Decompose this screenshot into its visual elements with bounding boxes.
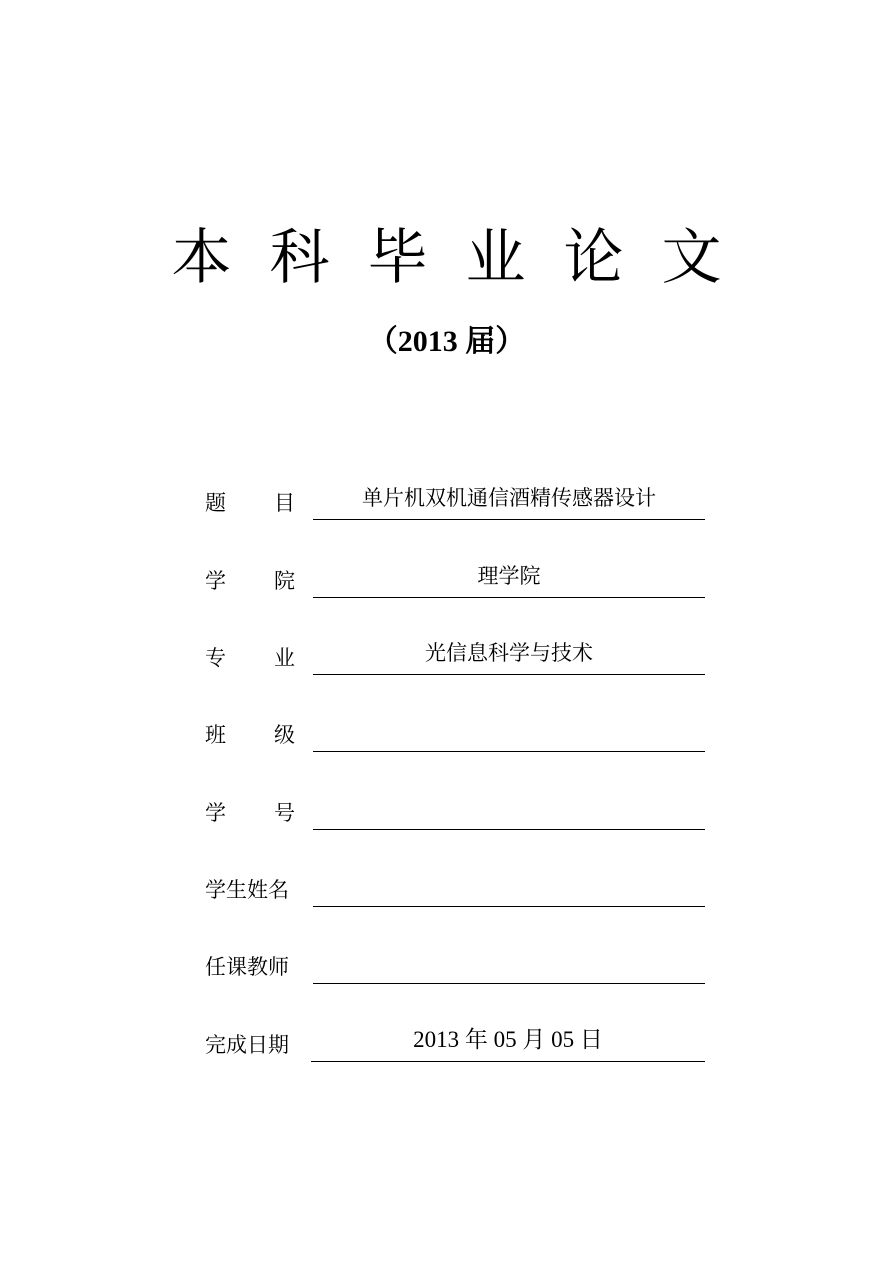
form-row-student-id xyxy=(205,790,705,830)
field-label xyxy=(205,490,295,516)
label-char: 号 xyxy=(274,801,295,825)
label-char: 院 xyxy=(274,569,295,593)
label-char: 班 xyxy=(205,723,226,747)
form-row-college xyxy=(205,558,705,598)
form-row-instructor xyxy=(205,944,705,984)
form-row-topic xyxy=(205,480,705,520)
field-label: 完成日期 xyxy=(205,1033,289,1057)
major-field[interactable]: 光信息科学与技术 xyxy=(313,637,705,675)
field-label: 学生姓名 xyxy=(205,878,289,902)
graduation-year: （2013 届） xyxy=(367,325,526,358)
label-char: 目 xyxy=(274,491,295,515)
form-row-class xyxy=(205,712,705,752)
student-id-field[interactable] xyxy=(313,792,705,830)
field-label: 任课教师 xyxy=(205,955,289,979)
field-label xyxy=(205,568,295,594)
college-field[interactable]: 理学院 xyxy=(313,560,705,598)
completion-date-field[interactable]: 2013 年 05 月 05 日 xyxy=(311,1024,705,1062)
topic-field[interactable]: 单片机双机通信酒精传感器设计 xyxy=(313,482,705,520)
class-field[interactable] xyxy=(313,714,705,752)
label-char: 业 xyxy=(274,646,295,670)
field-label xyxy=(205,645,295,671)
form-row-completion-date xyxy=(205,1022,705,1062)
label-char: 专 xyxy=(205,646,226,670)
label-char: 级 xyxy=(274,723,295,747)
field-label xyxy=(205,800,295,826)
field-label xyxy=(205,722,295,748)
label-char: 学 xyxy=(205,801,226,825)
label-char: 题 xyxy=(205,491,226,515)
student-name-field[interactable] xyxy=(313,869,705,907)
document-title: 本科毕业论文 xyxy=(171,223,760,293)
label-char: 学 xyxy=(205,569,226,593)
form-row-student-name xyxy=(205,867,705,907)
form-row-major xyxy=(205,635,705,675)
instructor-field[interactable] xyxy=(313,946,705,984)
